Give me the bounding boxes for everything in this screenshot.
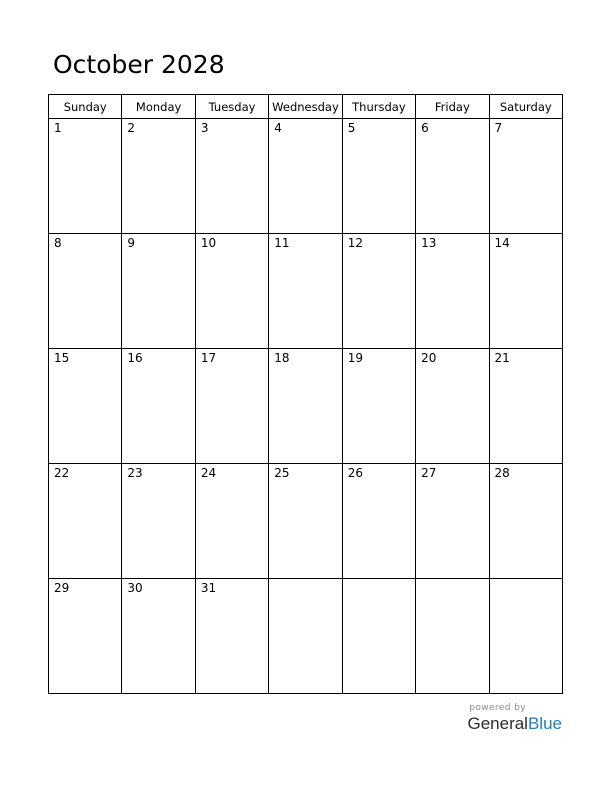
day-cell — [342, 119, 415, 234]
day-cell — [195, 119, 268, 234]
day-number: 27 — [421, 466, 437, 480]
day-cell — [195, 464, 268, 579]
day-cell — [342, 349, 415, 464]
day-number: 11 — [274, 236, 290, 250]
day-cell — [489, 464, 562, 579]
day-number: 10 — [200, 236, 217, 250]
day-number: 18 — [274, 351, 290, 365]
day-cell — [49, 349, 122, 464]
day-number: 4 — [274, 121, 282, 135]
day-number: 29 — [54, 581, 70, 595]
day-cell-empty — [489, 579, 562, 694]
day-cell — [269, 464, 342, 579]
day-cell — [416, 464, 489, 579]
week-row-5 — [49, 579, 563, 694]
day-cell — [416, 234, 489, 349]
day-cell — [489, 234, 562, 349]
day-cell — [416, 119, 489, 234]
day-number: 8 — [54, 236, 62, 250]
day-number: 26 — [347, 466, 363, 480]
day-number: 23 — [127, 466, 143, 480]
brand-general-text: General — [467, 714, 528, 733]
week-row-3 — [49, 349, 563, 464]
day-cell — [122, 349, 195, 464]
day-number: 24 — [200, 466, 217, 480]
day-cell — [49, 119, 122, 234]
day-number: 14 — [494, 236, 510, 250]
day-cell — [416, 349, 489, 464]
calendar-grid — [48, 94, 563, 694]
day-number: 25 — [274, 466, 290, 480]
day-cell — [49, 464, 122, 579]
day-cell — [195, 349, 268, 464]
weekday-header-saturday: Saturday — [489, 95, 562, 119]
day-cell — [122, 579, 195, 694]
day-cell — [269, 234, 342, 349]
day-number: 12 — [347, 236, 363, 250]
day-number: 6 — [421, 121, 429, 135]
day-number: 1 — [54, 121, 62, 135]
day-number: 13 — [421, 236, 437, 250]
day-cell-empty — [269, 579, 342, 694]
weekday-header-wednesday: Wednesday — [269, 95, 342, 119]
day-number: 5 — [347, 121, 356, 135]
week-row-2 — [49, 234, 563, 349]
weekday-header-sunday: Sunday — [49, 95, 122, 119]
day-cell — [342, 464, 415, 579]
day-cell — [49, 579, 122, 694]
day-number: 21 — [494, 351, 510, 365]
day-number: 17 — [200, 351, 217, 365]
weekday-header-monday: Monday — [122, 95, 195, 119]
weekday-header-friday: Friday — [416, 95, 489, 119]
day-number: 28 — [494, 466, 510, 480]
day-cell — [122, 464, 195, 579]
day-number: 2 — [127, 121, 136, 135]
day-cell — [195, 579, 268, 694]
weekday-header-row — [49, 95, 563, 119]
day-cell — [269, 349, 342, 464]
brand-blue-text: Blue — [527, 714, 562, 733]
day-cell-empty — [416, 579, 489, 694]
generalblue-logo — [0, 714, 562, 734]
day-cell — [489, 349, 562, 464]
week-row-4 — [49, 464, 563, 579]
day-number: 9 — [127, 236, 136, 250]
day-number: 30 — [127, 581, 143, 595]
day-cell — [122, 119, 195, 234]
day-cell — [49, 234, 122, 349]
weekday-header-tuesday: Tuesday — [195, 95, 268, 119]
day-cell — [342, 234, 415, 349]
week-row-1 — [49, 119, 563, 234]
day-number — [343, 579, 415, 581]
powered-by-text: powered by — [469, 703, 526, 713]
day-number — [416, 579, 488, 581]
day-number: 7 — [494, 121, 503, 135]
day-number: 31 — [200, 581, 217, 595]
day-number: 16 — [127, 351, 143, 365]
day-cell — [269, 119, 342, 234]
day-number: 19 — [347, 351, 363, 365]
day-number: 15 — [54, 351, 70, 365]
day-number: 22 — [54, 466, 70, 480]
weekday-header-thursday: Thursday — [342, 95, 415, 119]
day-number: 20 — [421, 351, 437, 365]
day-cell — [195, 234, 268, 349]
day-cell-empty — [342, 579, 415, 694]
day-number — [269, 579, 341, 581]
calendar-title: October 2028 — [53, 50, 225, 79]
day-number — [490, 579, 562, 581]
day-cell — [489, 119, 562, 234]
day-cell — [122, 234, 195, 349]
day-number: 3 — [200, 121, 209, 135]
